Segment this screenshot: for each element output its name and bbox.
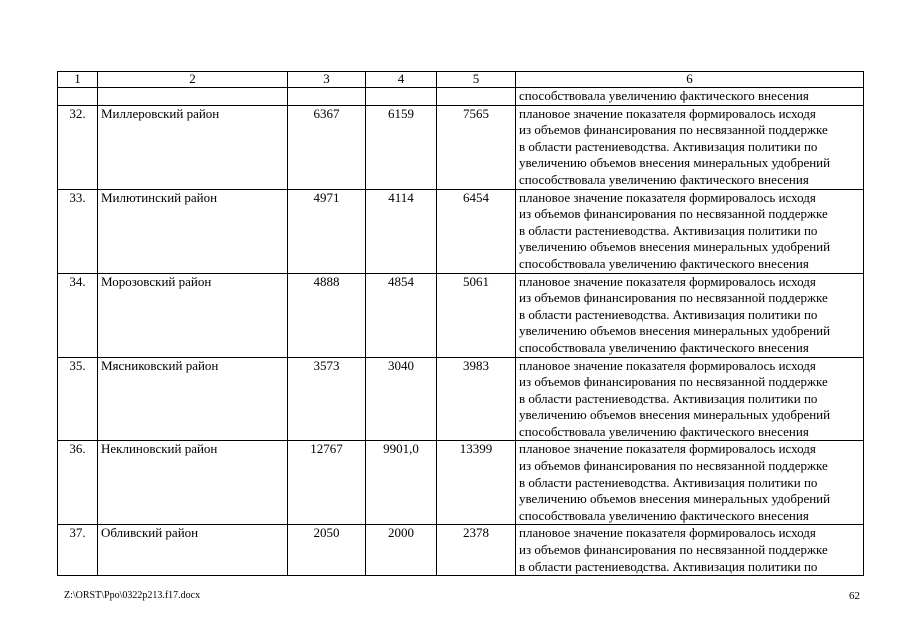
row-number: 34. <box>58 273 98 357</box>
description-line: в области растениеводства. Активизация политики по <box>519 390 818 406</box>
table-row <box>58 357 864 441</box>
value-col3: 2050 <box>288 525 366 576</box>
table-header-row <box>58 72 864 88</box>
description-line: в области растениеводства. Активизация политики по <box>519 138 818 154</box>
description-line: увеличению объемов внесения минеральных удобрений <box>519 491 831 507</box>
table-row <box>58 189 864 273</box>
row-number: 33. <box>58 189 98 273</box>
value-col3: 6367 <box>288 105 366 189</box>
district-name: Миллеровский район <box>98 105 288 189</box>
table-row <box>58 525 864 576</box>
description-line: способствовала увеличению фактического внесения <box>519 423 809 439</box>
table-row <box>58 273 864 357</box>
description-line: в области растениеводства. Активизация политики по <box>519 306 818 322</box>
data-table <box>57 71 864 576</box>
description-line: способствовала увеличению фактического внесения <box>519 255 809 271</box>
value-col4: 9901,0 <box>366 441 437 525</box>
row-number: 35. <box>58 357 98 441</box>
value-col3: 12767 <box>288 441 366 525</box>
description-line: увеличению объемов внесения минеральных удобрений <box>519 155 831 171</box>
value-col3: 3573 <box>288 357 366 441</box>
description-cell <box>516 441 864 525</box>
table-row <box>58 105 864 189</box>
header-cell: 3 <box>288 72 366 88</box>
value-col4: 4114 <box>366 189 437 273</box>
description-line: из объемов финансирования по несвязанной поддержке <box>519 542 828 558</box>
value-col3: 4888 <box>288 273 366 357</box>
description-line: из объемов финансирования по несвязанной поддержке <box>519 290 828 306</box>
value-col5: 7565 <box>437 105 516 189</box>
table-row <box>58 441 864 525</box>
description-line: из объемов финансирования по несвязанной поддержке <box>519 458 828 474</box>
description-line: увеличению объемов внесения минеральных удобрений <box>519 323 831 339</box>
description-line: плановое значение показателя формировалось исходя <box>519 273 816 289</box>
description-cell <box>516 525 864 576</box>
description-line: способствовала увеличению фактического внесения <box>519 171 809 187</box>
district-name: Мясниковский район <box>98 357 288 441</box>
description-cell <box>516 357 864 441</box>
description-line: в области растениеводства. Активизация политики по <box>519 558 818 574</box>
description-line: плановое значение показателя формировалось исходя <box>519 189 816 205</box>
description-line: из объемов финансирования по несвязанной поддержке <box>519 206 828 222</box>
continuation-text: способствовала увеличению фактического внесения <box>516 88 864 106</box>
description-cell <box>516 273 864 357</box>
description-line: в области растениеводства. Активизация политики по <box>519 474 818 490</box>
description-line: из объемов финансирования по несвязанной поддержке <box>519 122 828 138</box>
district-name: Милютинский район <box>98 189 288 273</box>
header-cell: 1 <box>58 72 98 88</box>
description-line: из объемов финансирования по несвязанной поддержке <box>519 374 828 390</box>
value-col4: 2000 <box>366 525 437 576</box>
value-col5: 6454 <box>437 189 516 273</box>
value-col5: 5061 <box>437 273 516 357</box>
value-col4: 6159 <box>366 105 437 189</box>
header-cell: 6 <box>516 72 864 88</box>
row-number: 32. <box>58 105 98 189</box>
page-number: 62 <box>849 590 860 602</box>
row-number: 36. <box>58 441 98 525</box>
value-col5: 2378 <box>437 525 516 576</box>
description-line: способствовала увеличению фактического внесения <box>519 339 809 355</box>
description-line: увеличению объемов внесения минеральных удобрений <box>519 407 831 423</box>
header-cell: 4 <box>366 72 437 88</box>
header-cell: 5 <box>437 72 516 88</box>
description-cell <box>516 189 864 273</box>
description-line: плановое значение показателя формировалось исходя <box>519 441 816 457</box>
description-line: плановое значение показателя формировалось исходя <box>519 357 816 373</box>
description-line: способствовала увеличению фактического внесения <box>519 507 809 523</box>
description-line: в области растениеводства. Активизация политики по <box>519 222 818 238</box>
value-col4: 3040 <box>366 357 437 441</box>
description-line: увеличению объемов внесения минеральных удобрений <box>519 239 831 255</box>
value-col5: 3983 <box>437 357 516 441</box>
description-line: плановое значение показателя формировалось исходя <box>519 105 816 121</box>
value-col4: 4854 <box>366 273 437 357</box>
district-name: Неклиновский район <box>98 441 288 525</box>
district-name: Обливский район <box>98 525 288 576</box>
description-line: плановое значение показателя формировалось исходя <box>519 525 816 541</box>
district-name: Морозовский район <box>98 273 288 357</box>
file-path: Z:\ORST\Ppo\0322p213.f17.docx <box>64 590 201 601</box>
continuation-row <box>58 88 864 106</box>
description-cell <box>516 105 864 189</box>
row-number: 37. <box>58 525 98 576</box>
value-col3: 4971 <box>288 189 366 273</box>
header-cell: 2 <box>98 72 288 88</box>
value-col5: 13399 <box>437 441 516 525</box>
